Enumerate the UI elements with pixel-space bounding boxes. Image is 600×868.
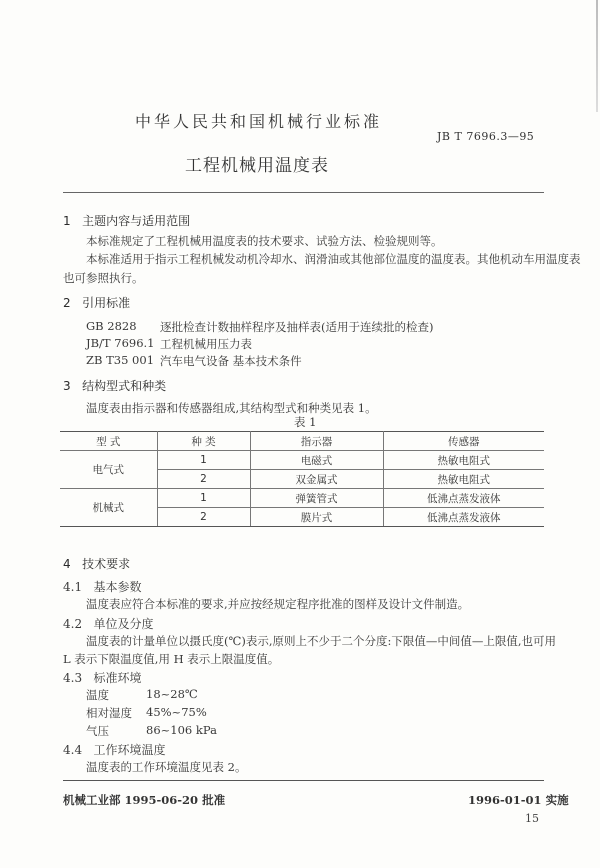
paragraph: 温度表的工作环境温度见表 2。 xyxy=(86,760,247,774)
subsection-number: 4.2 xyxy=(63,617,83,631)
column-header: 型 式 xyxy=(60,432,157,451)
section-1-heading xyxy=(63,212,190,229)
section-title: 引用标准 xyxy=(82,296,131,310)
reference-name: 汽车电气设备 基本技术条件 xyxy=(160,354,302,368)
reference-name: 工程机械用压力表 xyxy=(160,337,252,351)
sensor-cell: 低沸点蒸发液体 xyxy=(383,489,544,508)
table-row xyxy=(60,451,544,470)
indicator-cell: 电磁式 xyxy=(250,451,383,470)
section-2-heading xyxy=(63,294,130,311)
paragraph: 温度表由指示器和传感器组成,其结构型式和种类见表 1。 xyxy=(86,401,377,415)
kind-cell: 1 xyxy=(157,489,250,508)
subsection-4-3-heading xyxy=(63,669,142,686)
section-number: 3 xyxy=(63,379,71,393)
reference-code: GB 2828 xyxy=(86,319,137,333)
env-label: 气压 xyxy=(86,724,109,738)
sensor-cell: 热敏电阻式 xyxy=(383,451,544,470)
table-caption: 表 1 xyxy=(294,415,317,429)
reference-code: ZB T35 001 xyxy=(86,353,155,367)
structure-types-table xyxy=(60,431,544,527)
env-label: 相对湿度 xyxy=(86,706,132,720)
kind-cell: 2 xyxy=(157,508,250,527)
column-header: 种 类 xyxy=(157,432,250,451)
subsection-number: 4.1 xyxy=(63,580,83,594)
reference-code: JB/T 7696.1 xyxy=(86,336,155,350)
section-number: 4 xyxy=(63,557,71,571)
env-value: 18~28℃ xyxy=(146,687,198,701)
section-3-heading xyxy=(63,377,166,394)
paragraph: 温度表应符合本标准的要求,并应按经规定程序批准的图样及设计文件制造。 xyxy=(86,597,470,611)
section-number: 1 xyxy=(63,214,71,228)
page-number: 15 xyxy=(525,812,539,825)
indicator-cell: 双金属式 xyxy=(250,470,383,489)
subsection-number: 4.3 xyxy=(63,671,83,685)
standard-code: JB T 7696.3—95 xyxy=(437,130,535,143)
document-title: 工程机械用温度表 xyxy=(185,156,329,176)
footer-divider xyxy=(63,780,544,781)
table-row xyxy=(60,489,544,508)
paragraph: L 表示下限温度值,用 H 表示上限温度值。 xyxy=(63,652,280,666)
kind-cell: 2 xyxy=(157,470,250,489)
subsection-title: 标准环境 xyxy=(93,671,142,685)
section-title: 结构型式和种类 xyxy=(82,379,167,393)
indicator-cell: 膜片式 xyxy=(250,508,383,527)
approval-date: 机械工业部 1995-06-20 批准 xyxy=(63,793,226,807)
scan-edge xyxy=(596,0,598,112)
type-cell: 电气式 xyxy=(60,451,157,489)
env-value: 45%~75% xyxy=(146,705,207,719)
env-value: 86~106 kPa xyxy=(146,723,217,737)
paragraph: 本标准规定了工程机械用温度表的技术要求、试验方法、检验规则等。 xyxy=(86,234,443,248)
sensor-cell: 热敏电阻式 xyxy=(383,470,544,489)
column-header: 指示器 xyxy=(250,432,383,451)
subsection-title: 工作环境温度 xyxy=(93,743,166,757)
type-cell: 机械式 xyxy=(60,489,157,527)
paragraph: 温度表的计量单位以摄氏度(℃)表示,原则上不少于二个分度:下限值—中间值—上限值,也可用 xyxy=(86,634,557,648)
table-header-row xyxy=(60,432,544,451)
subsection-4-2-heading xyxy=(63,615,154,632)
column-header: 传感器 xyxy=(383,432,544,451)
kind-cell: 1 xyxy=(157,451,250,470)
section-number: 2 xyxy=(63,296,71,310)
subsection-number: 4.4 xyxy=(63,743,83,757)
reference-name: 逐批检查计数抽样程序及抽样表(适用于连续批的检查) xyxy=(160,320,434,334)
standard-organization: 中华人民共和国机械行业标准 xyxy=(135,112,383,131)
header-divider xyxy=(63,192,544,193)
section-title: 主题内容与适用范围 xyxy=(82,214,191,228)
subsection-4-1-heading xyxy=(63,578,142,595)
indicator-cell: 弹簧管式 xyxy=(250,489,383,508)
subsection-4-4-heading xyxy=(63,741,166,758)
env-label: 温度 xyxy=(86,688,109,702)
sensor-cell: 低沸点蒸发液体 xyxy=(383,508,544,527)
paragraph: 本标准适用于指示工程机械发动机冷却水、润滑油或其他部位温度的温度表。其他机动车用温度表 xyxy=(86,252,581,266)
section-title: 技术要求 xyxy=(82,557,131,571)
paragraph: 也可参照执行。 xyxy=(63,271,144,285)
subsection-title: 基本参数 xyxy=(93,580,142,594)
subsection-title: 单位及分度 xyxy=(93,617,154,631)
effective-date: 1996-01-01 实施 xyxy=(468,793,569,807)
section-4-heading xyxy=(63,555,130,572)
